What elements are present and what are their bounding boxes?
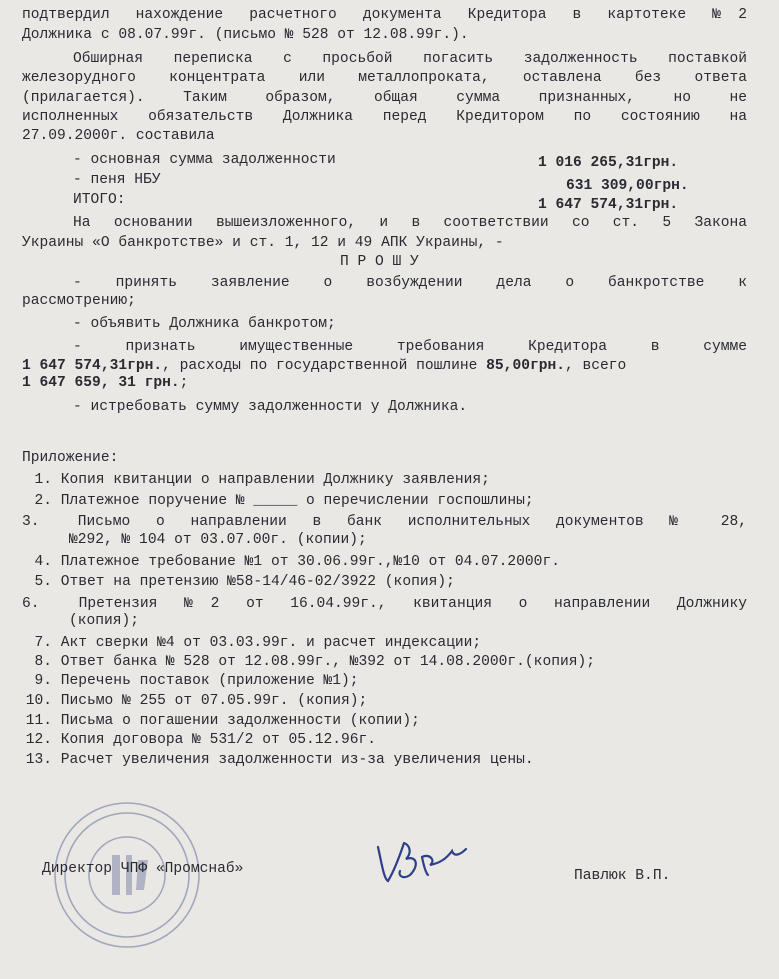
intro-line-1: подтвердил нахождение расчетного документа Кредитора в картотеке №2 — [22, 7, 747, 23]
claim-amount: 1 647 574,31грн. — [22, 358, 163, 374]
request-3-line-3 — [22, 376, 188, 391]
intro-line-7: 27.09.2000г. составила — [22, 128, 215, 144]
appendix-item-4: 4. Платежное требование №1 от 30.06.99г.,№10 от 04.07.2000г. — [34, 554, 560, 570]
request-4: - истребовать сумму задолженности у Должника. — [73, 399, 468, 415]
request-3-line-1: - признать имущественные требования Кредитора в сумме — [73, 339, 747, 355]
appendix-item-2: 2. Платежное поручение № _____ о перечислении госпошлины; — [34, 493, 534, 509]
appendix-item-1: 1. Копия квитанции о направлении Должнику заявления; — [34, 472, 490, 488]
signatory-position: Директор ЧПФ «Промснаб» — [42, 861, 244, 877]
basis-line-2: Украины «О банкротстве» и ст. 1, 12 и 49 АПК Украины, - — [22, 235, 504, 251]
request-heading: П Р О Ш У — [340, 254, 419, 270]
grand-total: 1 647 659, 31 грн. — [22, 375, 180, 391]
intro-line-4: железорудного концентрата или металлопроката, оставлена без ответа — [22, 70, 747, 86]
request-3-text: , расходы по государственной пошлине — [162, 358, 487, 374]
appendix-item-6-cont: (копия); — [69, 613, 140, 629]
basis-line-1: На основании вышеизложенного, и в соответствии со ст. 5 Закона — [73, 215, 747, 231]
appendix-item-12: 12. Копия договора № 531/2 от 05.12.96г. — [25, 732, 377, 748]
signatory-name: Павлюк В.П. — [574, 868, 671, 884]
appendix-heading: Приложение: — [22, 450, 119, 466]
intro-line-5: (прилагается). Таким образом, общая сумма признанных, но не — [22, 90, 747, 106]
debt-amount-total: 1 647 574,31грн. — [538, 197, 679, 213]
request-1-line-1: - принять заявление о возбуждении дела о банкротстве к — [73, 275, 747, 291]
appendix-item-3-cont: №292, № 104 от 03.07.00г. (копии); — [69, 532, 367, 548]
appendix-item-11: 11. Письма о погашении задолженности (копии); — [25, 713, 420, 729]
debt-amount-main: 1 016 265,31грн. — [538, 155, 679, 171]
request-3-end: , всего — [565, 358, 627, 374]
debt-label-penalty: - пеня НБУ — [73, 172, 161, 188]
request-1-line-2: рассмотрению; — [22, 293, 136, 309]
debt-amount-penalty: 631 309,00грн. — [566, 178, 689, 194]
debt-label-total: ИТОГО: — [73, 192, 126, 208]
intro-line-6: исполненных обязательств Должника перед Кредитором по состоянию на — [22, 109, 747, 125]
appendix-item-6: 6. Претензия №2 от 16.04.99г., квитанция о направлении Должнику — [22, 596, 747, 612]
appendix-item-13: 13. Расчет увеличения задолженности из-за увеличения цены. — [25, 752, 534, 768]
appendix-item-5: 5. Ответ на претензию №58-14/46-02/3922 (копия); — [34, 574, 455, 590]
appendix-item-9: 9. Перечень поставок (приложение №1); — [34, 673, 359, 689]
intro-line-2: Должника с 08.07.99г. (письмо № 528 от 12.08.99г.). — [22, 27, 469, 43]
request-3-line-2 — [22, 359, 626, 374]
appendix-item-3: 3. Письмо о направлении в банк исполнительных документов № 28, — [22, 514, 747, 530]
appendix-item-7: 7. Акт сверки №4 от 03.03.99г. и расчет индексации; — [34, 635, 482, 651]
intro-line-3: Обширная переписка с просьбой погасить задолженность поставкой — [73, 51, 747, 67]
debt-label-main: - основная сумма задолженности — [73, 152, 336, 168]
appendix-item-8: 8. Ответ банка № 528 от 12.08.99г., №392 от 14.08.2000г.(копия); — [34, 654, 595, 670]
handwritten-signature — [370, 835, 470, 890]
request-3-line-3-end: ; — [179, 375, 189, 391]
appendix-item-10: 10. Письмо № 255 от 07.05.99г. (копия); — [25, 693, 368, 709]
duty-amount: 85,00грн. — [486, 358, 565, 374]
request-2: - объявить Должника банкротом; — [73, 316, 336, 332]
